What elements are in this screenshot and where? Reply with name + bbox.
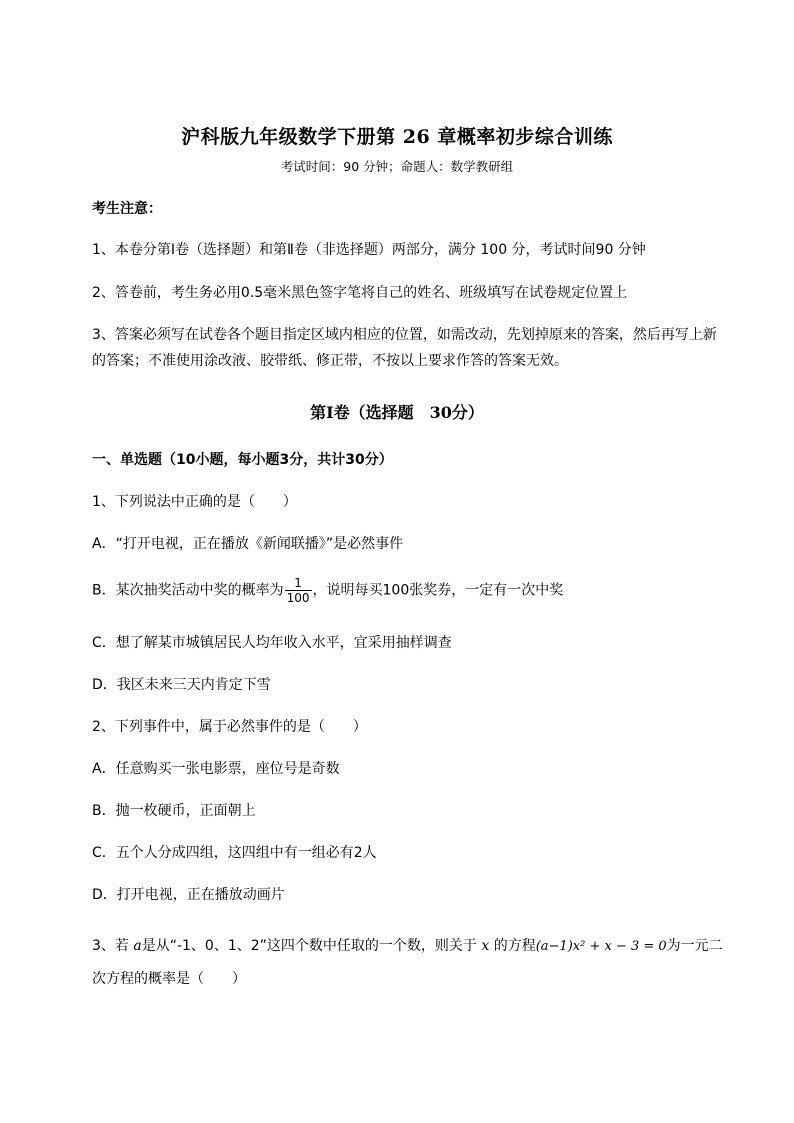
- part-heading: 一、单选题（10小题，每小题3分，共计30分）: [92, 452, 393, 468]
- question-3-stem-pre: 3、若: [92, 938, 134, 954]
- fraction-numerator: 1: [285, 576, 312, 591]
- option-b-text-pre: B．某次抽奖活动中奖的概率为: [92, 582, 284, 599]
- notice-heading: 考生注意：: [92, 201, 162, 217]
- question-2-stem: 2、下列事件中，属于必然事件的是（ ）: [92, 719, 367, 735]
- question-2-option-d: D．打开电视，正在播放动画片: [92, 887, 285, 903]
- fraction-denominator: 100: [286, 591, 310, 605]
- question-3-stem-post: 为一元二: [666, 938, 723, 954]
- question-2-option-a: A．任意购买一张电影票，座位号是奇数: [92, 761, 340, 777]
- question-3-stem: [92, 936, 723, 957]
- question-3-stem-mid: 是从“-1、0、1、2”这四个数中任取的一个数，则关于: [141, 938, 482, 954]
- variable-a: a: [133, 938, 142, 954]
- question-1-option-a: A．“打开电视，正在播放《新闻联播》”是必然事件: [92, 536, 404, 552]
- page-subtitle: 考试时间：90 分钟；命题人：数学教研组: [280, 159, 514, 174]
- notice-item-3-cont: 的答案；不准使用涂改液、胶带纸、修正带，不按以上要求作答的答案无效。: [92, 353, 568, 369]
- fraction: [285, 576, 312, 605]
- question-3-stem-mid2: 的方程: [489, 938, 536, 954]
- question-1-option-d: D．我区未来三天内肯定下雪: [92, 677, 271, 693]
- page-title: 沪科版九年级数学下册第 26 章概率初步综合训练: [181, 126, 613, 148]
- equation: (a−1)x² + x − 3 = 0: [535, 939, 667, 954]
- option-b-text-post: ，说明每买100张奖券，一定有一次中奖: [312, 582, 564, 599]
- question-1-option-b: [92, 576, 563, 605]
- question-2-option-c: C．五个人分成四组，这四组中有一组必有2人: [92, 845, 377, 861]
- question-2-option-b: B．抛一枚硬币，正面朝上: [92, 803, 256, 819]
- question-3-stem-line2: 次方程的概率是（ ）: [92, 971, 246, 987]
- notice-item-2: 2、答卷前，考生务必用0.5毫米黑色签字笔将自己的姓名、班级填写在试卷规定位置上: [92, 285, 628, 301]
- notice-item-3: 3、答案必须写在试卷各个题目指定区域内相应的位置，如需改动，先划掉原来的答案，然后再写上新: [92, 327, 717, 343]
- section-title: 第Ⅰ卷（选择题 30分）: [310, 403, 484, 422]
- variable-x: x: [481, 938, 490, 954]
- question-1-stem: 1、下列说法中正确的是（ ）: [92, 494, 297, 510]
- question-1-option-c: C．想了解某市城镇居民人均年收入水平，宜采用抽样调查: [92, 635, 452, 651]
- notice-item-1: 1、本卷分第Ⅰ卷（选择题）和第Ⅱ卷（非选择题）两部分，满分 100 分，考试时间90 分钟: [92, 242, 646, 258]
